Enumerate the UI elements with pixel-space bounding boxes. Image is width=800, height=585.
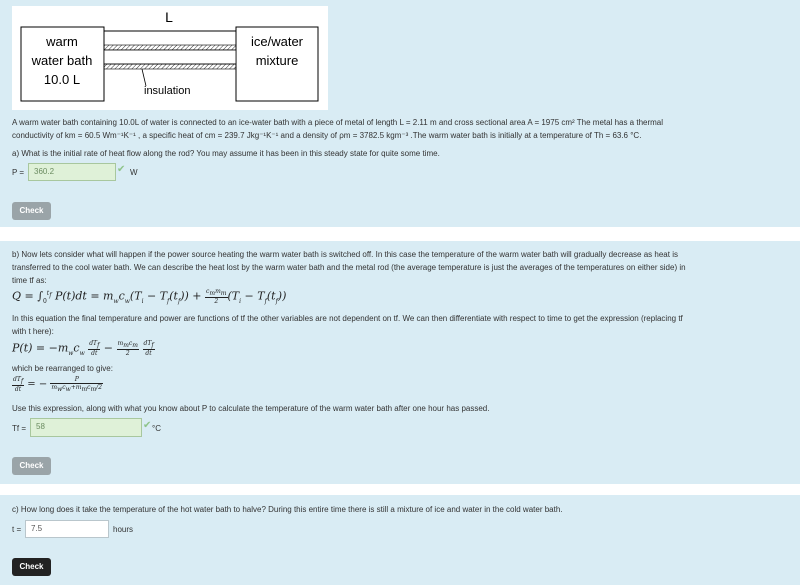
question-part-a-panel bbox=[0, 0, 800, 227]
part-c-question: c) How long does it take the temperature of the hot water bath to halve? During this entire time there is still a mixture of ice and water in the cold water bath. bbox=[12, 505, 563, 514]
length-label: L bbox=[165, 9, 173, 25]
heat-equation: $Q = \int_0^{t_f}$ $P(t)dt = m_wc_w(T_i - T_f(t_f))$ + $\frac{c_mm_m}{2}$ $(T_i - T_f(t_f))$ bbox=[12, 288, 287, 306]
warm-box-line2: water bath bbox=[31, 53, 93, 68]
time-answer-input[interactable]: 7.5 bbox=[25, 520, 109, 538]
part-b-text-line4: In this equation the final temperature and power are functions of tf the other variables are not dependent on tf. We can then differentiate with respect to time to get the expression (replacing tf bbox=[12, 314, 683, 323]
part-b-text-line3: time tf as: bbox=[12, 276, 47, 285]
correct-check-icon: ✔ bbox=[117, 164, 126, 175]
temperature-unit: °C bbox=[152, 424, 161, 433]
insulation-label: insulation bbox=[144, 85, 191, 97]
cold-box-line1: ice/water bbox=[250, 34, 304, 49]
heat-conduction-diagram bbox=[12, 6, 328, 110]
problem-intro-line1: A warm water bath containing 10.0L of water is connected to an ice-water bath with a piece of metal of length L = 2.11 m and cross sectional area A = 1975 cm² The metal has a thermal bbox=[12, 118, 664, 127]
warm-box-line1: warm bbox=[46, 34, 78, 49]
power-equation: $P(t) = -m_wc_w$ $\frac{dT_f}{dt}$ − $\frac{m_mc_m}{2}$ $\frac{dT_f}{dt}$ bbox=[12, 340, 154, 358]
check-button-part-a[interactable]: Check bbox=[12, 202, 51, 220]
time-unit: hours bbox=[113, 525, 134, 534]
power-label: P = bbox=[12, 168, 25, 177]
warm-box-line3: 10.0 L bbox=[43, 72, 81, 87]
time-label: t = bbox=[12, 525, 22, 534]
check-button-part-b[interactable]: Check bbox=[12, 457, 51, 475]
part-b-text-line6: which be rearranged to give: bbox=[12, 364, 113, 373]
part-b-text-line7: Use this expression, along with what you know about P to calculate the temperature of the warm water bath after one hour has passed. bbox=[12, 404, 490, 413]
check-button-part-c[interactable]: Check bbox=[12, 558, 51, 576]
correct-check-icon: ✔ bbox=[143, 420, 152, 431]
question-part-b-panel bbox=[0, 241, 800, 484]
temperature-label: Tf = bbox=[12, 424, 27, 433]
part-b-text-line5: with t here): bbox=[12, 327, 54, 336]
part-b-text-line1: b) Now lets consider what will happen if the power source heating the warm water bath is switched off. In this case the temperature of the warm water bath will gradually decrease as heat is bbox=[12, 250, 678, 259]
cold-box-line2: mixture bbox=[255, 53, 299, 68]
power-unit: W bbox=[130, 168, 138, 177]
part-a-question: a) What is the initial rate of heat flow along the rod? You may assume it has been in this steady state for quite some time. bbox=[12, 149, 440, 158]
power-answer-input[interactable]: 360.2 bbox=[28, 163, 116, 181]
rate-equation: $\frac{dT_f}{dt}$ = − $\frac{P}{m_wc_w+m_mc_m/2}$ bbox=[13, 376, 103, 394]
problem-intro-line2: conductivity of km = 60.5 Wm⁻¹K⁻¹ , a specific heat of cm = 239.7 Jkg⁻¹K⁻¹ and a density of ρm = 3782.5 kgm⁻³ .The warm water bath is initially at a temperature of Th = 63.6 °C. bbox=[12, 131, 642, 140]
temperature-answer-input[interactable]: 58 bbox=[30, 418, 142, 437]
question-part-c-panel bbox=[0, 495, 800, 585]
part-b-text-line2: transferred to the cool water bath. We can describe the heat lost by the warm water bath and the metal rod (the average temperature is just the averages of the temperatures on either side) in bbox=[12, 263, 686, 272]
